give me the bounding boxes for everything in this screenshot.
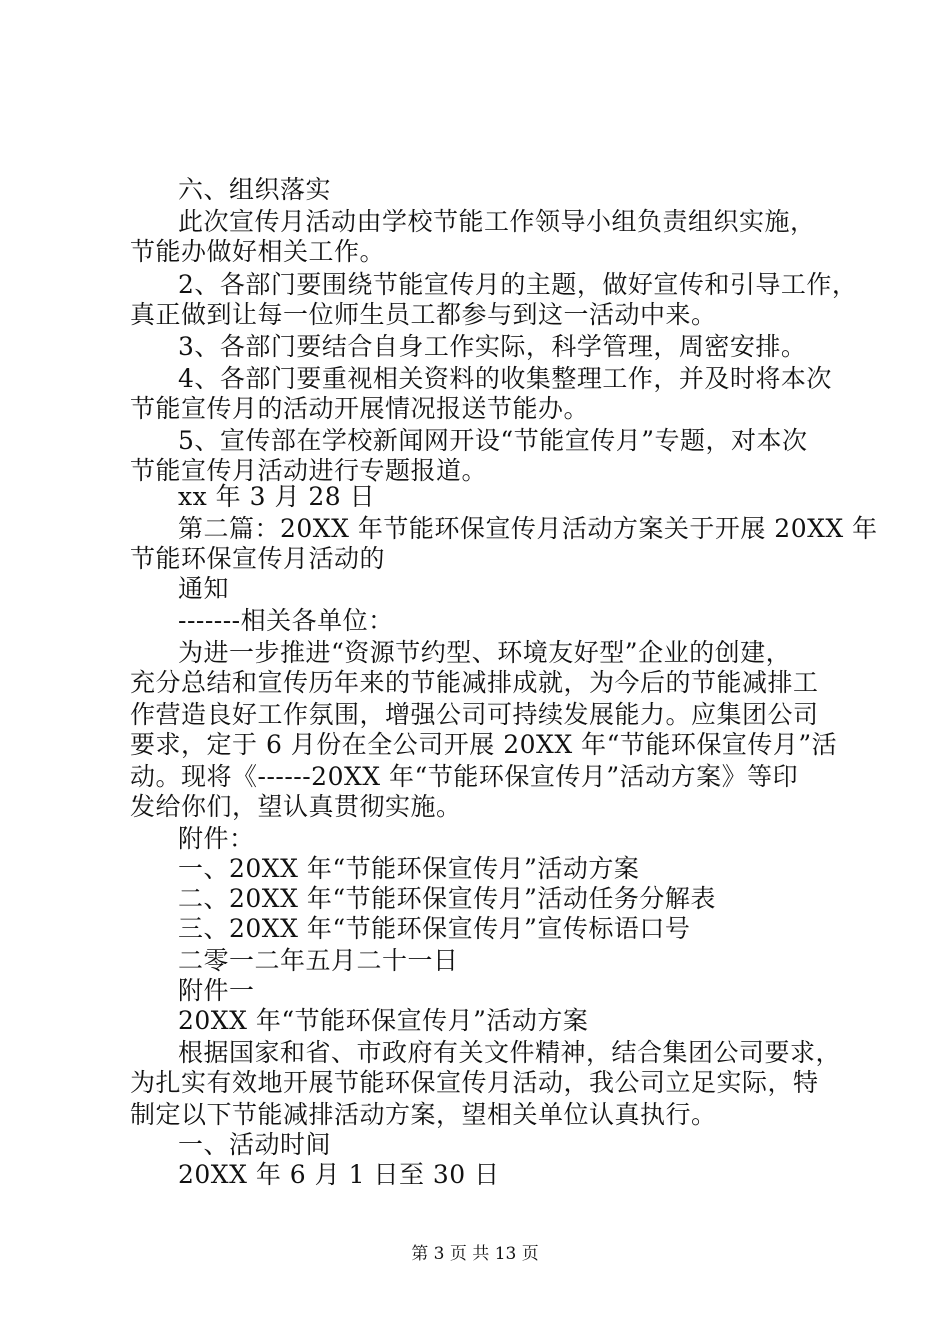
paragraph-line: 此次宣传月活动由学校节能工作领导小组负责组织实施， bbox=[178, 207, 816, 236]
paragraph-line: 为扎实有效地开展节能环保宣传月活动，我公司立足实际，特 bbox=[130, 1068, 819, 1097]
attachment-heading: 附件一 bbox=[178, 976, 255, 1005]
paragraph-line: 作营造良好工作氛围，增强公司可持续发展能力。应集团公司 bbox=[130, 700, 819, 729]
section-heading: 一、活动时间 bbox=[178, 1130, 332, 1159]
paragraph-line: 要求，定于 6 月份在全公司开展 20XX 年“节能环保宣传月”活 bbox=[130, 730, 838, 759]
paragraph-line: 制定以下节能减排活动方案，望相关单位认真执行。 bbox=[130, 1100, 717, 1129]
paragraph-line: 节能宣传月的活动开展情况报送节能办。 bbox=[130, 394, 590, 423]
attachment-item: 二、20XX 年“节能环保宣传月”活动任务分解表 bbox=[178, 884, 716, 913]
attachment-item: 三、20XX 年“节能环保宣传月”宣传标语口号 bbox=[178, 914, 691, 943]
section-heading: 六、组织落实 bbox=[178, 175, 332, 204]
paragraph-line: 动。现将《------20XX 年“节能环保宣传月”活动方案》等印 bbox=[130, 762, 799, 791]
addressee-line: -------相关各单位： bbox=[178, 606, 394, 635]
paragraph-line: 节能办做好相关工作。 bbox=[130, 237, 386, 266]
date-line: xx 年 3 月 28 日 bbox=[178, 482, 376, 511]
paragraph-line: 节能宣传月活动进行专题报道。 bbox=[130, 456, 488, 485]
paragraph-line: 根据国家和省、市政府有关文件精神，结合集团公司要求， bbox=[178, 1038, 842, 1067]
notice-title: 通知 bbox=[178, 574, 230, 603]
plan-title: 20XX 年“节能环保宣传月”活动方案 bbox=[178, 1006, 589, 1035]
date-line: 二零一二年五月二十一日 bbox=[178, 946, 459, 975]
part-heading: 节能环保宣传月活动的 bbox=[130, 544, 386, 573]
attachment-item: 一、20XX 年“节能环保宣传月”活动方案 bbox=[178, 854, 640, 883]
paragraph-line: 充分总结和宣传历年来的节能减排成就，为今后的节能减排工 bbox=[130, 668, 819, 697]
paragraph-line: 2、各部门要围绕节能宣传月的主题，做好宣传和引导工作， bbox=[178, 270, 858, 299]
page-number-footer: 第 3 页 共 13 页 bbox=[411, 1244, 539, 1264]
paragraph-line: 为进一步推进“资源节约型、环境友好型”企业的创建， bbox=[178, 638, 792, 667]
attachment-label: 附件： bbox=[178, 824, 255, 853]
part-heading: 第二篇：20XX 年节能环保宣传月活动方案关于开展 20XX 年 bbox=[178, 514, 878, 543]
paragraph-line: 发给你们，望认真贯彻实施。 bbox=[130, 792, 462, 821]
paragraph-line: 3、各部门要结合自身工作实际，科学管理，周密安排。 bbox=[178, 332, 807, 361]
paragraph-line: 20XX 年 6 月 1 日至 30 日 bbox=[178, 1160, 500, 1189]
paragraph-line: 5、宣传部在学校新闻网开设“节能宣传月”专题，对本次 bbox=[178, 426, 808, 455]
paragraph-line: 真正做到让每一位师生员工都参与到这一活动中来。 bbox=[130, 300, 717, 329]
paragraph-line: 4、各部门要重视相关资料的收集整理工作，并及时将本次 bbox=[178, 364, 832, 393]
